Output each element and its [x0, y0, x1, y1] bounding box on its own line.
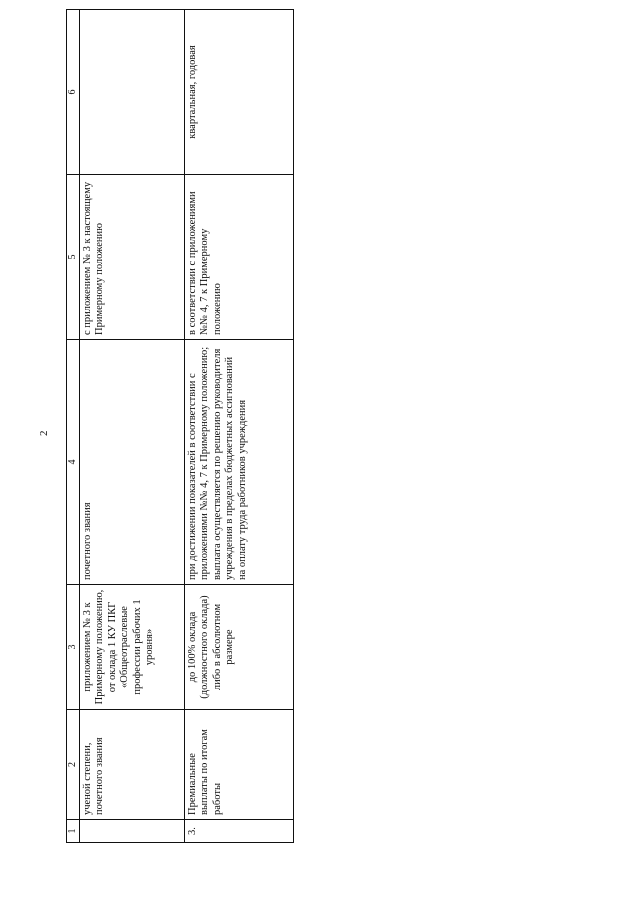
payment-period: [80, 10, 185, 175]
header-col-3: 3: [67, 585, 80, 710]
row-number: [80, 820, 185, 843]
payments-table: [66, 9, 294, 843]
payment-basis: в соответствии с приложениями №№ 4, 7 к Примерному положению: [185, 175, 294, 340]
table-row: [185, 10, 294, 843]
header-col-5: 5: [67, 175, 80, 340]
header-col-6: 6: [67, 10, 80, 175]
payment-name: Премиальные выплаты по итогам работы: [185, 710, 294, 820]
payment-basis: с приложением № 3 к настоящему Примерному положению: [80, 175, 185, 340]
header-col-1: 1: [67, 820, 80, 843]
payment-conditions: почетного звания: [80, 340, 185, 585]
payment-conditions: при достижении показателей в соответствии с приложениями №№ 4, 7 к Примерному положению; выплата осуществляется по решению руководителя учреждения в пределах бюджетных ассигнований на оплату труда работников учреждения: [185, 340, 294, 585]
payment-period: квартальная, годовая: [185, 10, 294, 175]
table-row: [80, 10, 185, 843]
payment-amount: приложением № 3 к Примерному положению, от оклада 1 КУ ПКГ «Общеотраслевые профессии рабочих 1 уровня»: [80, 585, 185, 710]
header-col-4: 4: [67, 340, 80, 585]
header-col-2: 2: [67, 710, 80, 820]
row-number: 3.: [185, 820, 294, 843]
payment-name: ученой степени, почетного звания: [80, 710, 185, 820]
payments-table-container: [66, 18, 292, 843]
payment-amount: до 100% оклада (должностного оклада) либо в абсолютном размере: [185, 585, 294, 710]
table-header-row: [67, 10, 80, 843]
page-number: 2: [38, 430, 50, 436]
